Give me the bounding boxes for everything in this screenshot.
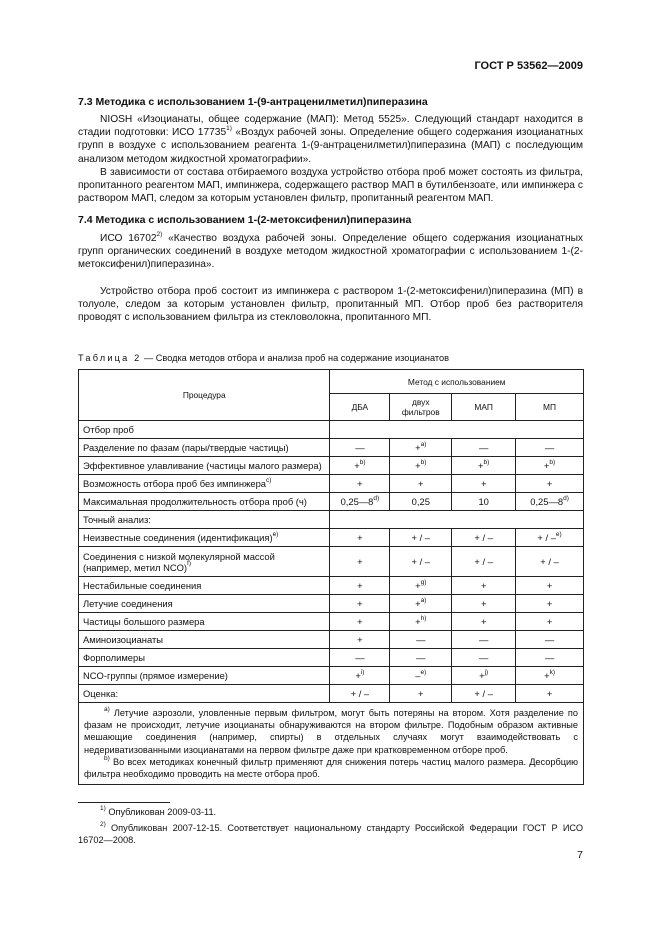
sampling-rows bbox=[79, 439, 584, 511]
value-cell: 0,25—8$^{d)}$ bbox=[330, 493, 390, 511]
value-cell: +$^{b)}$ bbox=[330, 457, 390, 475]
value-cell: — bbox=[516, 439, 584, 457]
table-row bbox=[79, 493, 584, 511]
value-cell: 0,25—8$^{d)}$ bbox=[516, 493, 584, 511]
value-cell: +$^{j)}$ bbox=[452, 667, 516, 685]
document-header: ГОСТ Р 53562—2009 bbox=[474, 60, 583, 72]
value-cell: + bbox=[516, 595, 584, 613]
value-cell: + / – bbox=[330, 685, 390, 703]
procedure-cell: Разделение по фазам (пары/твердые частицы) bbox=[79, 439, 330, 457]
table-row bbox=[79, 685, 584, 703]
value-cell: + bbox=[390, 685, 452, 703]
value-cell: — bbox=[516, 649, 584, 667]
value-cell: + bbox=[330, 631, 390, 649]
value-cell: +$^{b)}$ bbox=[516, 457, 584, 475]
table-row bbox=[79, 649, 584, 667]
table-caption: Таблица 2 — Сводка методов отбора и анализа проб на содержание изоцианатов bbox=[78, 353, 449, 363]
table-notes bbox=[79, 703, 584, 785]
table-row bbox=[79, 547, 584, 577]
value-cell: +$^{i)}$ bbox=[330, 667, 390, 685]
table-row bbox=[79, 595, 584, 613]
procedure-cell: Неизвестные соединения (идентификация)$^{e)}$ bbox=[79, 529, 330, 547]
procedure-cell: Аминоизоцианаты bbox=[79, 631, 330, 649]
section-7-3-title: 7.3 Методика с использованием 1-(9-антраценилметил)пиперазина bbox=[78, 96, 428, 108]
section-7-4-paragraph-2: Устройство отбора проб состоит из импинжера с раствором 1-(2-метоксифенил)пиперазина (МП) в толуоле, следом за которым установлен фильтр, пропитанный МП. Отбор проб без растворителя проводят с использованием фильтра из стекловолокна, пропитанного МП. bbox=[78, 286, 583, 324]
value-cell: + bbox=[516, 577, 584, 595]
value-cell: + bbox=[452, 577, 516, 595]
header-two-filters: двух фильтров bbox=[390, 394, 452, 421]
section-7-3-paragraph-1: NIOSH «Изоцианаты, общее содержание (МАП): Метод 5525». Следующий стандарт находится в стадии подготовки: ИСО 17735$^{1)}$ «Воздух рабочей зоны. Определение общего содержания изоцианатных групп в воздухе с использованием реагента 1-(9-антраценилметил)пиперазина (МАП) с последующим анализом методом жидкостной хроматографии». bbox=[78, 114, 583, 165]
value-cell: — bbox=[390, 649, 452, 667]
value-cell: + bbox=[452, 613, 516, 631]
section-analysis: Точный анализ: bbox=[79, 511, 330, 529]
value-cell: + bbox=[516, 613, 584, 631]
header-mp: МП bbox=[516, 394, 584, 421]
procedure-cell: Эффективное улавливание (частицы малого размера) bbox=[79, 457, 330, 475]
value-cell: + / – bbox=[452, 547, 516, 577]
value-cell: + bbox=[390, 475, 452, 493]
section-7-4-title: 7.4 Методика с использованием 1-(2-метоксифенил)пиперазина bbox=[78, 214, 412, 226]
value-cell: — bbox=[330, 649, 390, 667]
note-b: $^{b)}$ Во всех методиках конечный фильтр применяют для снижения потерь частиц малого размера. Десорбцию фильтра необходимо проводить на месте отбора проб. bbox=[84, 754, 578, 780]
value-cell: + bbox=[330, 595, 390, 613]
value-cell: + bbox=[516, 685, 584, 703]
procedure-cell: Оценка: bbox=[79, 685, 330, 703]
value-cell: + bbox=[516, 475, 584, 493]
table-row bbox=[79, 475, 584, 493]
value-cell: + bbox=[452, 475, 516, 493]
table-row bbox=[79, 631, 584, 649]
value-cell: + / – bbox=[516, 547, 584, 577]
analysis-rows bbox=[79, 529, 584, 703]
footnote-separator bbox=[78, 802, 170, 803]
value-cell: + / – bbox=[452, 685, 516, 703]
value-cell: — bbox=[452, 439, 516, 457]
value-cell: + bbox=[330, 613, 390, 631]
table-row bbox=[79, 529, 584, 547]
value-cell: + / –$^{e)}$ bbox=[516, 529, 584, 547]
value-cell: — bbox=[516, 631, 584, 649]
value-cell: +$^{b)}$ bbox=[390, 457, 452, 475]
value-cell: + bbox=[452, 595, 516, 613]
value-cell: + bbox=[330, 529, 390, 547]
page-number: 7 bbox=[577, 849, 583, 861]
table-row bbox=[79, 439, 584, 457]
value-cell: +$^{g)}$ bbox=[390, 577, 452, 595]
procedure-cell: NCO-группы (прямое измерение) bbox=[79, 667, 330, 685]
value-cell: +$^{а)}$ bbox=[390, 595, 452, 613]
value-cell: — bbox=[390, 631, 452, 649]
value-cell: +$^{b)}$ bbox=[452, 457, 516, 475]
table-row bbox=[79, 613, 584, 631]
procedure-cell: Летучие соединения bbox=[79, 595, 330, 613]
value-cell: — bbox=[452, 649, 516, 667]
header-method: Метод с использованием bbox=[330, 370, 584, 394]
section-sampling: Отбор проб bbox=[79, 421, 330, 439]
note-a: $^{а)}$ Летучие аэрозоли, уловленные первым фильтром, могут быть потеряны на втором. Хотя разделение по фазам не происходит, летучие изоцианаты обнаруживаются на втором фильтре. Подобным образом активные мешающие соединения (например, спирты) в отдельных случаях могут взаимодействовать с недериватизованными изоцианатами на первом фильтре даже при кратковременном отборе проб. bbox=[84, 705, 578, 755]
footnote-1: $^{1)}$ Опубликован 2009-03-11. bbox=[100, 804, 217, 817]
value-cell: + bbox=[330, 577, 390, 595]
table-row bbox=[79, 667, 584, 685]
value-cell: + / – bbox=[390, 547, 452, 577]
value-cell: — bbox=[330, 439, 390, 457]
value-cell: + bbox=[330, 547, 390, 577]
value-cell: + / – bbox=[390, 529, 452, 547]
value-cell: +$^{k)}$ bbox=[516, 667, 584, 685]
procedure-cell: Соединения с низкой молекулярной массой (например, метил NCO)$^{f)}$ bbox=[79, 547, 330, 577]
header-procedure: Процедура bbox=[79, 370, 330, 421]
procedure-cell: Возможность отбора проб без импинжера$^{c)}$ bbox=[79, 475, 330, 493]
value-cell: 0,25 bbox=[390, 493, 452, 511]
procedure-cell: Максимальная продолжительность отбора проб (ч) bbox=[79, 493, 330, 511]
procedure-cell: Частицы большого размера bbox=[79, 613, 330, 631]
methods-summary-table bbox=[78, 369, 584, 785]
section-7-4-paragraph-1: ИСО 16702$^{2)}$ «Качество воздуха рабочей зоны. Определение общего содержания изоцианатных групп органических соединений в воздухе методом жидкостной хроматографии с использованием 1-(2-метоксифенил)пиперазина». bbox=[78, 230, 583, 271]
header-map: МАП bbox=[452, 394, 516, 421]
value-cell: + bbox=[330, 475, 390, 493]
header-dba: ДБА bbox=[330, 394, 390, 421]
procedure-cell: Нестабильные соединения bbox=[79, 577, 330, 595]
value-cell: 10 bbox=[452, 493, 516, 511]
procedure-cell: Форполимеры bbox=[79, 649, 330, 667]
value-cell: +$^{h)}$ bbox=[390, 613, 452, 631]
value-cell: + / – bbox=[452, 529, 516, 547]
footnote-2: $^{2)}$ Опубликован 2007-12-15. Соответствует национальному стандарту Российской Федерации ГОСТ Р ИСО 16702—2008. bbox=[78, 820, 583, 846]
table-row bbox=[79, 577, 584, 595]
value-cell: — bbox=[452, 631, 516, 649]
value-cell: +$^{а)}$ bbox=[390, 439, 452, 457]
section-7-3-paragraph-2: В зависимости от состава отбираемого воздуха устройство отбора проб может состоять из фильтра, пропитанного реагентом МАП, импинжера, содержащего раствор МАП в бутилбензоате, или импинжера с раствором МАП, следом за которым установлен фильтр, пропитанный реагентом МАП. bbox=[78, 167, 583, 205]
table-row bbox=[79, 457, 584, 475]
value-cell: –$^{e)}$ bbox=[390, 667, 452, 685]
